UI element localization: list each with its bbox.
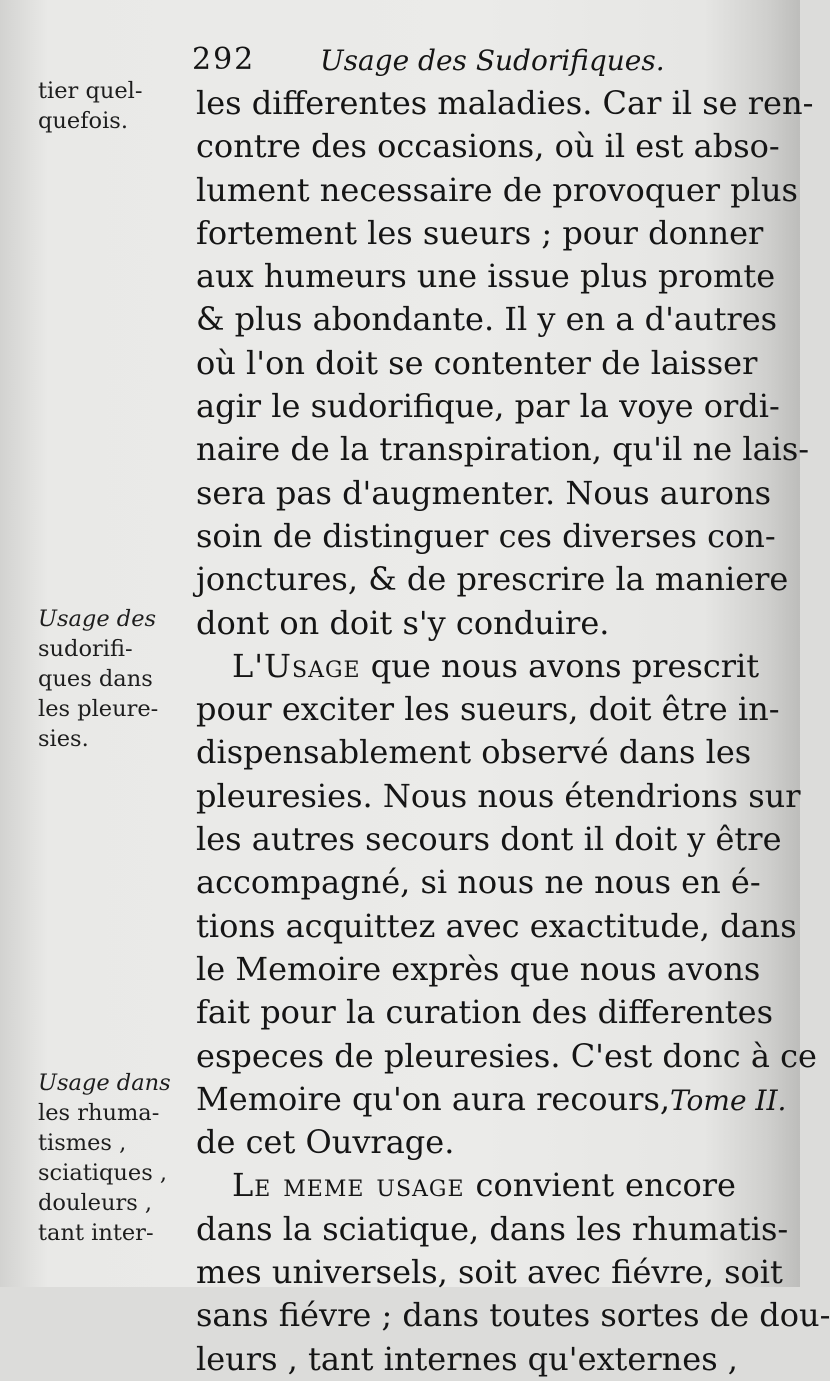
text-line: pour exciter les sueurs, doit être in-: [196, 690, 780, 729]
margin-note-line: les rhuma-: [38, 1100, 160, 1126]
text-line: soin de distinguer ces diverses con-: [196, 516, 776, 555]
text-line: fortement les sueurs ; pour donner: [196, 213, 764, 252]
text-fragment: convient encore: [464, 1166, 736, 1205]
margin-note-top: [38, 76, 142, 136]
text-line: [196, 1164, 736, 1207]
text-fragment: Memoire qu'on aura recours,: [196, 1079, 671, 1118]
paragraph-lead: Le meme usage: [232, 1166, 465, 1205]
margin-note-line: ques dans: [38, 666, 153, 692]
text-line: de cet Ouvrage.: [196, 1123, 455, 1162]
page-number: 292: [192, 42, 256, 77]
text-line: contre des occasions, où il est abso-: [196, 127, 780, 166]
volume-reference: Tome II.: [670, 1083, 787, 1117]
margin-note-line: tismes ,: [38, 1130, 127, 1156]
text-line: accompagné, si nous ne nous en é-: [196, 863, 761, 902]
text-line: le Memoire exprès que nous avons: [196, 949, 761, 988]
text-line: jonctures, & de prescrire la maniere: [196, 560, 789, 599]
text-line: [196, 1078, 787, 1121]
text-line: dispensablement observé dans les: [196, 733, 752, 772]
paragraph-2: [196, 645, 817, 1165]
text-fragment: que nous avons prescrit: [360, 646, 760, 685]
margin-note-line: sies.: [38, 726, 89, 752]
text-line: naire de la transpiration, qu'il ne lais-: [196, 430, 810, 469]
margin-note-line: tant inter-: [38, 1220, 154, 1246]
paragraph-3: [196, 1164, 830, 1380]
margin-note-pleuresies: [38, 604, 158, 754]
text-line: les differentes maladies. Car il se ren-: [196, 84, 814, 122]
show-through-shadow: [40, 340, 47, 370]
text-line: fait pour la curation des differentes: [196, 993, 774, 1032]
margin-note-line: tier quel-: [38, 78, 143, 104]
text-line: agir le sudorifique, par la voye ordi-: [196, 387, 780, 426]
text-line: sera pas d'augmenter. Nous aurons: [196, 473, 772, 512]
margin-note-line: Usage des: [38, 606, 157, 632]
body-text: [196, 82, 830, 1381]
text-line: dont on doit s'y conduire.: [196, 603, 610, 642]
text-line: où l'on doit se contenter de laisser: [196, 343, 758, 382]
margin-note-rhumatismes: [38, 1068, 171, 1248]
text-line: & plus abondante. Il y en a d'autres: [196, 300, 778, 339]
margin-note-line: douleurs ,: [38, 1190, 153, 1216]
running-title: Usage des Sudorifiques.: [320, 44, 665, 77]
text-line: lument necessaire de provoquer plus: [196, 170, 798, 209]
text-line: sans fiévre ; dans toutes sortes de dou-: [196, 1296, 830, 1335]
margin-note-line: les pleure-: [38, 696, 159, 722]
text-line: dans la sciatique, dans les rhumatis-: [196, 1209, 789, 1248]
text-line: especes de pleuresies. C'est donc à ce: [196, 1036, 817, 1075]
margin-note-line: sudorifi-: [38, 636, 133, 662]
paragraph-lead: L'Usage: [232, 646, 361, 685]
text-line: mes universels, soit avec fiévre, soit: [196, 1253, 783, 1292]
paragraph-1: [196, 82, 814, 645]
text-line: tions acquittez avec exactitude, dans: [196, 906, 797, 945]
margin-note-line: sciatiques ,: [38, 1160, 168, 1186]
margin-note-line: quefois.: [38, 108, 128, 134]
text-line: aux humeurs une issue plus promte: [196, 257, 776, 296]
margin-note-line: Usage dans: [38, 1070, 171, 1096]
text-line: leurs , tant internes qu'externes ,: [196, 1339, 738, 1378]
text-line: [196, 645, 760, 688]
text-line: les autres secours dont il doit y être: [196, 820, 782, 859]
text-line: pleuresies. Nous nous étendrions sur: [196, 776, 801, 815]
